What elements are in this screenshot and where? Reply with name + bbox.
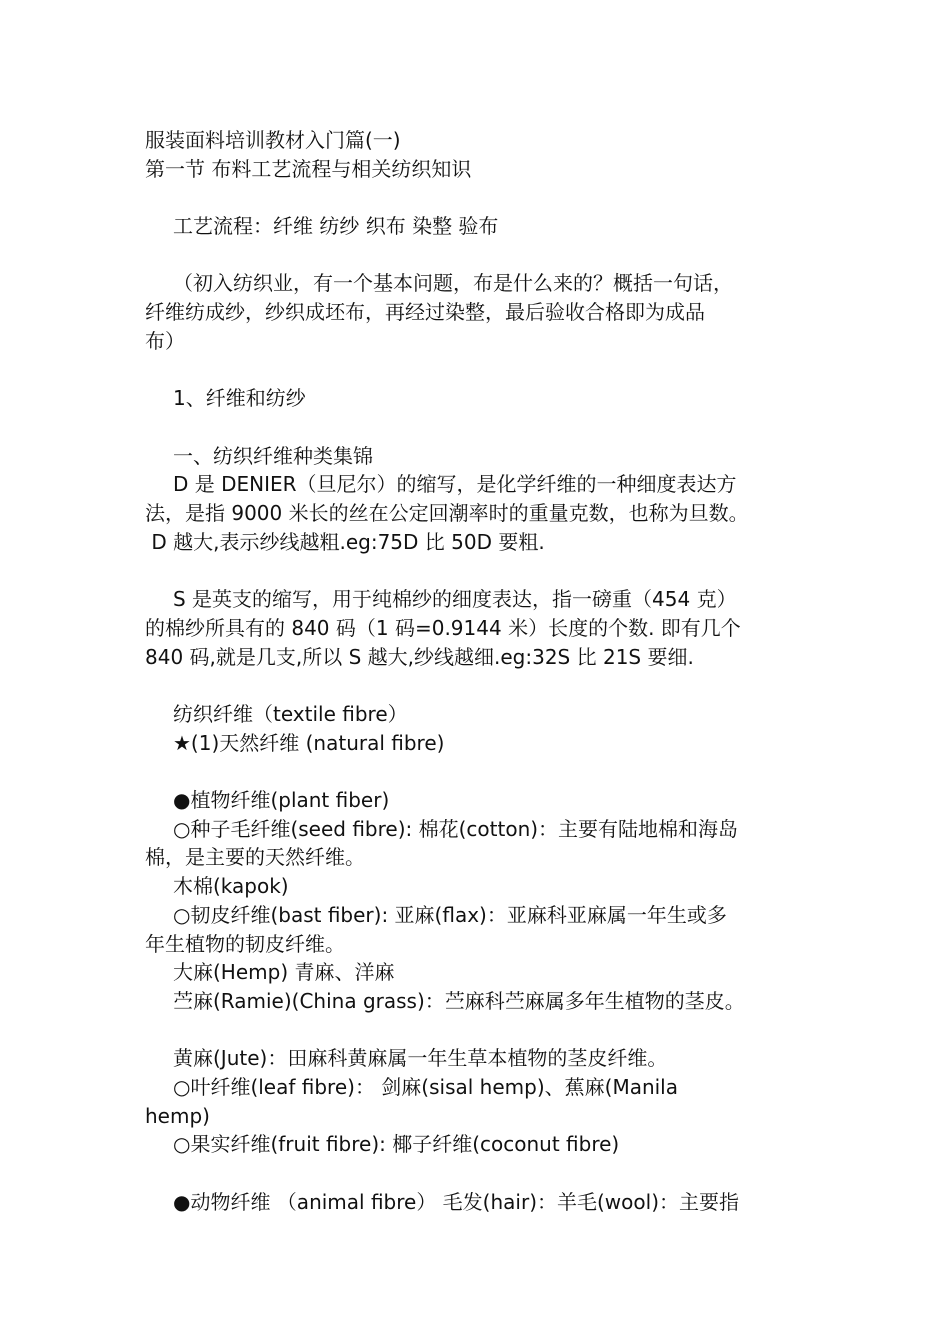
text-line: 第一节 布料工艺流程与相关纺织知识: [145, 156, 472, 181]
text-line: ○种子毛纤维(seed fibre): 棉花(cotton)：主要有陆地棉和海岛: [173, 816, 739, 841]
text-line: 黄麻(Jute)：田麻科黄麻属一年生草本植物的茎皮纤维。: [173, 1046, 668, 1071]
text-line: 年生植物的韧皮纤维。: [145, 931, 345, 956]
text-line: 苎麻(Ramie)(China grass)：苎麻科苎麻属多年生植物的茎皮。: [173, 988, 745, 1013]
text-line: D 越大,表示纱线越粗.eg:75D 比 50D 要粗.: [145, 529, 545, 554]
text-line: 工艺流程：纤维 纺纱 织布 染整 验布: [173, 214, 499, 239]
text-line: 的棉纱所具有的 840 码（1 码=0.9144 米）长度的个数. 即有几个: [145, 615, 741, 640]
text-line: S 是英支的缩写，用于纯棉纱的细度表达，指一磅重（454 克）: [173, 587, 737, 612]
document-body: [145, 126, 810, 1217]
blank-line: [145, 671, 810, 700]
text-line: ●植物纤维(plant fiber): [173, 788, 390, 813]
text-line: ○果实纤维(fruit fibre): 椰子纤维(coconut fibre): [173, 1132, 620, 1157]
text-line: 大麻(Hemp) 青麻、洋麻: [173, 960, 395, 985]
blank-line: [145, 556, 810, 585]
text-line: ○韧皮纤维(bast fiber): 亚麻(flax)：亚麻科亚麻属一年生或多: [173, 902, 727, 927]
text-line: D 是 DENIER（旦尼尔）的缩写，是化学纤维的一种细度表达方: [173, 472, 737, 497]
text-line: 一、纺织纤维种类集锦: [173, 443, 373, 468]
text-line: ○叶纤维(leaf fibre)： 剑麻(sisal hemp)、蕉麻(Manila: [173, 1075, 678, 1100]
blank-line: [145, 241, 810, 270]
text-line: 法，是指 9000 米长的丝在公定回潮率时的重量克数，也称为旦数。: [145, 501, 749, 526]
text-line: ★(1)天然纤维 (natural fibre): [173, 730, 445, 755]
text-line: 1、纤维和纺纱: [173, 386, 306, 411]
text-line: 布）: [145, 328, 185, 353]
blank-line: [145, 183, 810, 212]
text-line: 服装面料培训教材入门篇(一): [145, 128, 401, 152]
blank-line: [145, 413, 810, 442]
text-line: 木棉(kapok): [173, 874, 289, 899]
blank-line: [145, 757, 810, 786]
text-line: 棉，是主要的天然纤维。: [145, 845, 365, 870]
text-line: ●动物纤维 （animal fibre） 毛发(hair)：羊毛(wool)：主要指: [173, 1189, 739, 1214]
blank-line: [145, 356, 810, 385]
blank-line: [145, 1159, 810, 1188]
text-line: 纺织纤维（textile fibre）: [173, 701, 408, 726]
text-line: 840 码,就是几支,所以 S 越大,纱线越细.eg:32S 比 21S 要细.: [145, 644, 694, 669]
text-line: 纤维纺成纱，纱织成坯布，再经过染整，最后验收合格即为成品: [145, 300, 705, 325]
text-line: （初入纺织业，有一个基本问题，布是什么来的？概括一句话，: [173, 271, 733, 296]
blank-line: [145, 1016, 810, 1045]
text-line: hemp): [145, 1103, 210, 1128]
